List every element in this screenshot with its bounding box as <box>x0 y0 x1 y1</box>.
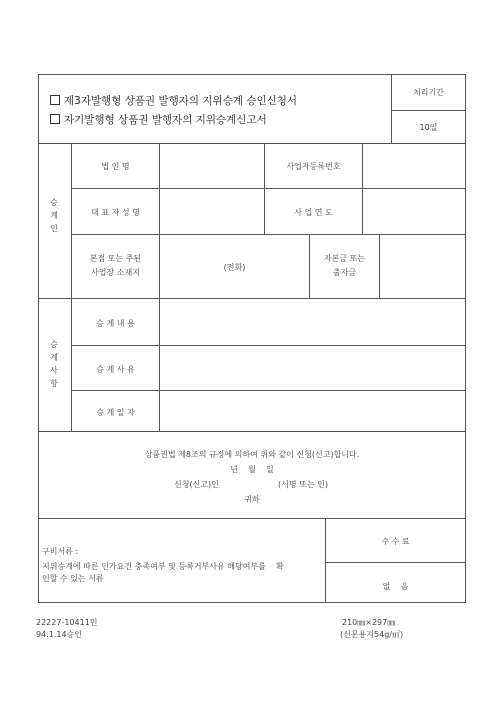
biz-reg-no-label: 사업자등록번호 <box>286 162 341 171</box>
succession-date-label: 승 계 일 자 <box>96 408 135 417</box>
title-option-2 <box>50 112 267 127</box>
address-label-line1: 본점 또는 주된 <box>89 254 142 263</box>
succession-section-label: 승 계 사 항 <box>50 340 58 388</box>
title-option-1 <box>50 93 297 108</box>
applicant-label: 신청(신고)인 <box>174 480 219 489</box>
phone-label: (전화) <box>223 263 246 272</box>
succession-reason-label: 승 계 사 유 <box>96 365 135 374</box>
frame-right <box>465 74 466 603</box>
rep-name-label: 대 표 자 성 명 <box>91 208 140 217</box>
biz-reg-no-field[interactable] <box>363 144 465 188</box>
header-divider <box>391 74 392 144</box>
col-divider-capital-l <box>309 234 310 298</box>
approval-date: 94.1.14승인 <box>36 630 82 639</box>
capital-label-line2: 출자금 <box>332 268 357 277</box>
succession-reason-field[interactable] <box>160 346 465 390</box>
declaration-bottom <box>38 518 466 519</box>
frame-bottom <box>38 602 466 603</box>
addressee-label: 귀하 <box>244 495 260 504</box>
checkbox-third-party[interactable] <box>50 95 60 105</box>
declaration-date[interactable]: 년 월 일 <box>230 465 274 474</box>
corp-name-field[interactable] <box>160 144 264 188</box>
successor-section-label: 승 계 인 <box>50 198 58 233</box>
fee-row-divider <box>325 562 466 563</box>
succession-date-field[interactable] <box>160 391 465 431</box>
rep-name-field[interactable] <box>160 189 264 234</box>
section-label-divider <box>71 143 72 431</box>
processing-period-value: 10일 <box>419 123 438 132</box>
succession-bottom <box>38 431 466 432</box>
biz-year-label: 사 업 연 도 <box>294 208 333 217</box>
corp-name-label: 법 인 명 <box>101 162 130 171</box>
succession-content-field[interactable] <box>160 299 465 345</box>
fee-value: 없 음 <box>382 582 409 591</box>
succession-content-label: 승 계 내 용 <box>96 319 135 328</box>
address-label-line2: 사업장 소재지 <box>91 268 140 277</box>
documents-label: 구비서류 : <box>42 547 79 556</box>
form-number: 22227-10411민 <box>36 618 98 627</box>
fee-label: 수 수 료 <box>381 537 410 546</box>
period-divider <box>391 110 466 111</box>
documents-line-1: 지위승계에 따른 인가요건 충족여부 및 등록거부사유 해당여부를 확 <box>42 562 284 571</box>
declaration-statement: 상품권법 제8조의 규정에 의하여 위와 같이 신청(신고)합니다. <box>144 450 360 459</box>
frame-left <box>38 74 39 603</box>
capital-field[interactable] <box>380 235 465 298</box>
biz-year-field[interactable] <box>363 189 465 234</box>
frame-top <box>38 74 466 75</box>
capital-label-line1: 자본금 또는 <box>323 254 366 263</box>
checkbox-self-issued[interactable] <box>50 114 60 124</box>
signature-label: (서명 또는 인) <box>278 480 328 489</box>
col-divider-mid <box>264 143 265 234</box>
title-line-1: 제3자발행형 상품권 발행자의 지위승계 승인신청서 <box>64 95 298 107</box>
documents-line-2: 인할 수 있는 서류 <box>42 574 104 583</box>
paper-type: (신문용지54g/㎡) <box>340 630 404 639</box>
processing-period-label: 처리기간 <box>413 88 444 97</box>
paper-size: 210㎜×297㎜ <box>342 618 396 627</box>
title-line-2: 자기발행형 상품권 발행자의 지위승계신고서 <box>64 114 267 126</box>
applicant-name-field[interactable] <box>226 476 276 488</box>
